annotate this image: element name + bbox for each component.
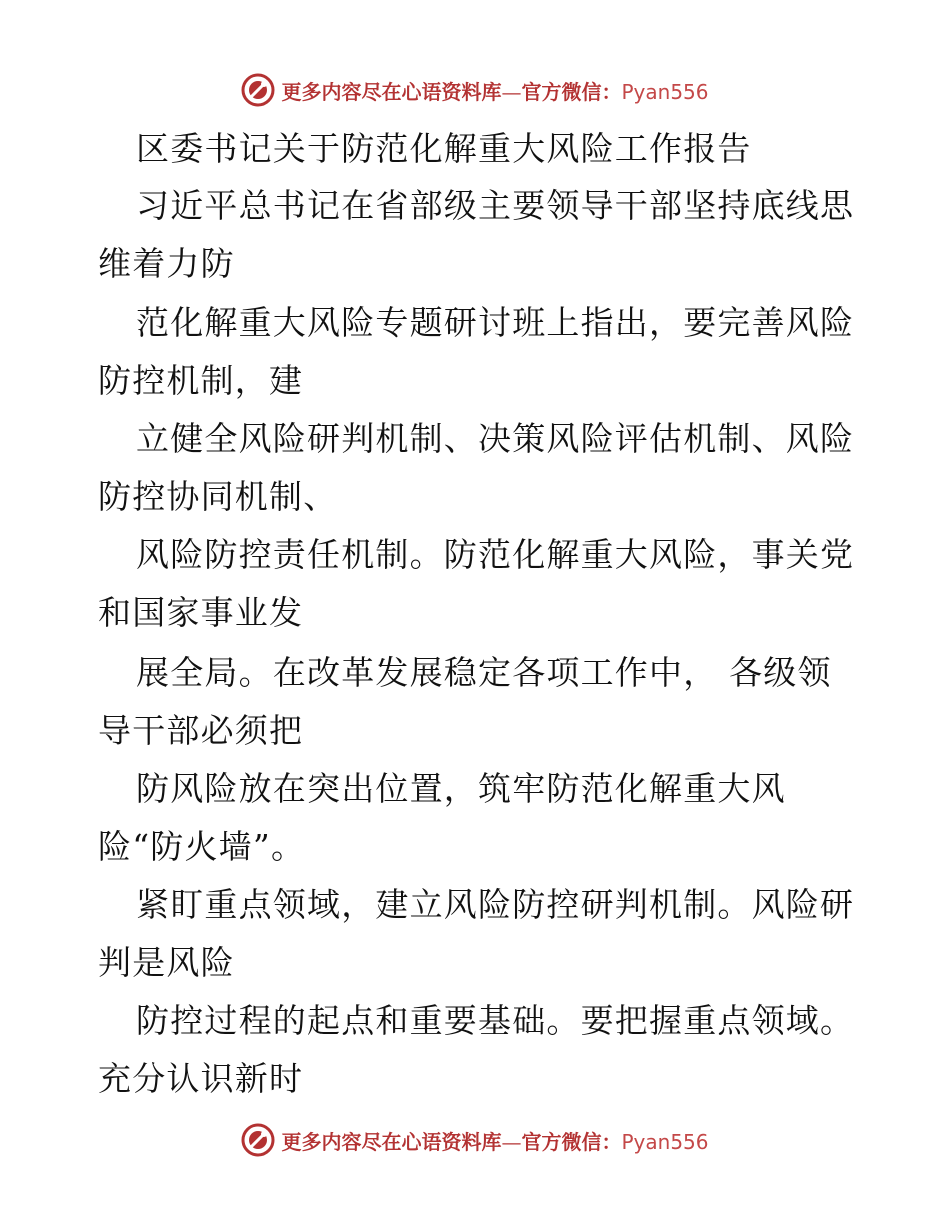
body-line: 充分认识新时 xyxy=(98,1059,304,1098)
watermark-id: Pyan556 xyxy=(621,79,709,104)
watermark-separator: — xyxy=(501,79,522,104)
watermark-text xyxy=(281,1126,708,1155)
body-line: 险“防火墙”。 xyxy=(98,827,306,866)
seal-logo-icon xyxy=(241,1123,275,1157)
body-line: 紧盯重点领域，建立风险防控研判机制。风险研 xyxy=(136,885,855,924)
watermark-official: 官方微信： xyxy=(521,1129,622,1154)
seal-logo-icon xyxy=(241,73,275,107)
body-line: 立健全风险研判机制、决策风险评估机制、风险 xyxy=(136,419,855,458)
watermark-text xyxy=(281,76,708,105)
watermark-main: 更多内容尽在心语资料库 xyxy=(281,79,502,104)
watermark-id: Pyan556 xyxy=(621,1129,709,1154)
body-line: 展全局。在改革发展稳定各项工作中， 各级领 xyxy=(136,653,832,692)
header-watermark xyxy=(0,72,950,108)
watermark-main: 更多内容尽在心语资料库 xyxy=(281,1129,502,1154)
body-line: 和国家事业发 xyxy=(98,593,304,632)
body-line: 防控机制，建 xyxy=(98,361,304,400)
footer-watermark xyxy=(0,1122,950,1158)
body-line: 防风险放在突出位置，筑牢防范化解重大风 xyxy=(136,769,786,808)
body-line: 导干部必须把 xyxy=(98,711,304,750)
body-line: 维着力防 xyxy=(98,244,235,283)
body-line: 判是风险 xyxy=(98,943,235,982)
body-line: 范化解重大风险专题研讨班上指出，要完善风险 xyxy=(136,303,855,342)
watermark-separator: — xyxy=(501,1129,522,1154)
body-line: 防控过程的起点和重要基础。要把握重点领域。 xyxy=(136,1001,855,1040)
watermark-official: 官方微信： xyxy=(521,79,622,104)
document-title: 区委书记关于防范化解重大风险工作报告 xyxy=(136,129,752,168)
body-line: 习近平总书记在省部级主要领导干部坚持底线思 xyxy=(136,186,855,225)
body-line: 风险防控责任机制。防范化解重大风险，事关党 xyxy=(136,535,855,574)
body-line: 防控协同机制、 xyxy=(98,477,338,516)
